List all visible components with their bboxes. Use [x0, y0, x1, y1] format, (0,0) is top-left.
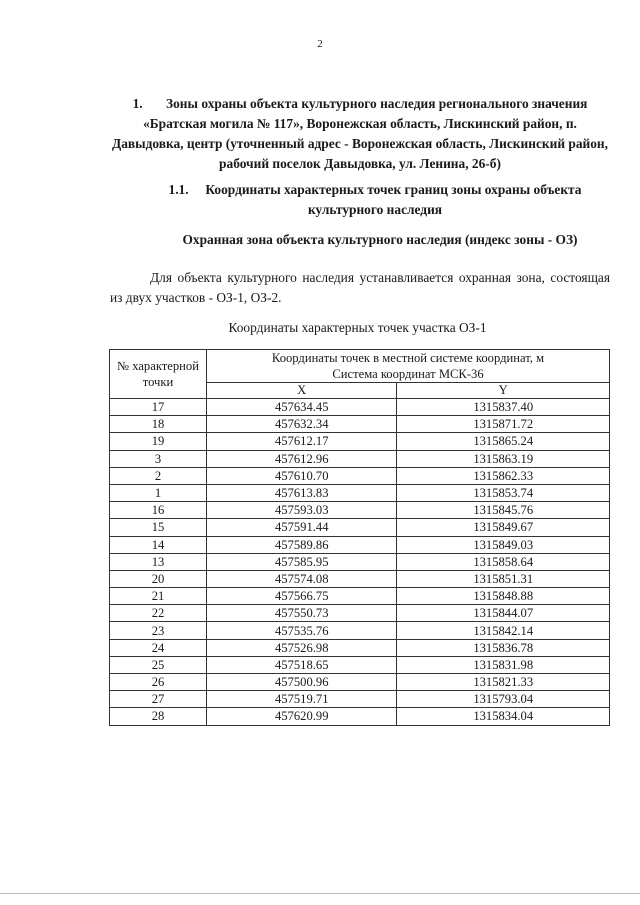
y-coordinate-cell: 1315849.03	[397, 536, 610, 553]
y-coordinate-cell: 1315865.24	[397, 433, 610, 450]
table-row	[110, 674, 610, 691]
point-number-cell: 14	[110, 536, 207, 553]
y-coordinate-cell: 1315837.40	[397, 399, 610, 416]
point-number-cell: 22	[110, 605, 207, 622]
point-number-cell: 23	[110, 622, 207, 639]
section-number: 1.	[132, 96, 143, 111]
x-coordinate-cell: 457634.45	[207, 399, 397, 416]
table-row	[110, 553, 610, 570]
table-row	[110, 433, 610, 450]
point-number-cell: 15	[110, 519, 207, 536]
x-coordinate-cell: 457550.73	[207, 605, 397, 622]
point-number-cell: 21	[110, 588, 207, 605]
point-number-cell: 18	[110, 416, 207, 433]
body-paragraph: Для объекта культурного наследия устанавливается охранная зона, состоящая из двух участков - ОЗ-1, ОЗ-2.	[110, 270, 610, 305]
table-row	[110, 519, 610, 536]
point-number-cell: 24	[110, 639, 207, 656]
subsection-title: Координаты характерных точек границ зоны охраны объекта культурного наследия	[205, 182, 582, 217]
page-number: 2	[317, 38, 323, 50]
table-row	[110, 502, 610, 519]
coordinates-header	[207, 350, 610, 383]
y-coordinate-cell: 1315848.88	[397, 588, 610, 605]
zone-heading: Охранная зона объекта культурного наследия (индекс зоны - ОЗ)	[182, 232, 578, 247]
table-row	[110, 708, 610, 725]
table-row	[110, 416, 610, 433]
section-heading-1	[110, 94, 610, 174]
y-coordinate-cell: 1315845.76	[397, 502, 610, 519]
y-coordinate-cell: 1315793.04	[397, 691, 610, 708]
subsection-heading	[140, 180, 610, 220]
table-row	[110, 622, 610, 639]
x-coordinate-cell: 457535.76	[207, 622, 397, 639]
point-number-cell: 25	[110, 656, 207, 673]
table-row	[110, 656, 610, 673]
y-header: Y	[397, 383, 610, 399]
y-coordinate-cell: 1315853.74	[397, 484, 610, 501]
y-coordinate-cell: 1315851.31	[397, 570, 610, 587]
x-coordinate-cell: 457612.96	[207, 450, 397, 467]
x-coordinate-cell: 457500.96	[207, 674, 397, 691]
section-title: Зоны охраны объекта культурного наследия регионального значения «Братская могила № 117», Воронежская область, Лискинский район, п. Давыдовка, центр (уточненный адрес - Воронежская область, Лискинский район, рабочий поселок Давыдовка, ул. Ленина, 26-б)	[112, 96, 608, 171]
x-coordinate-cell: 457518.65	[207, 656, 397, 673]
table-row	[110, 588, 610, 605]
x-coordinate-cell: 457519.71	[207, 691, 397, 708]
y-coordinate-cell: 1315842.14	[397, 622, 610, 639]
point-number-cell: 2	[110, 467, 207, 484]
coordinates-header-line2: Система координат МСК-36	[332, 367, 484, 381]
point-number-cell: 27	[110, 691, 207, 708]
x-coordinate-cell: 457610.70	[207, 467, 397, 484]
table-row	[110, 484, 610, 501]
y-coordinate-cell: 1315831.98	[397, 656, 610, 673]
table-row	[110, 467, 610, 484]
table-row	[110, 691, 610, 708]
coordinates-header-line1: Координаты точек в местной системе координат, м	[271, 351, 545, 365]
point-number-cell: 17	[110, 399, 207, 416]
subsection-number: 1.1.	[168, 182, 189, 197]
y-coordinate-cell: 1315849.67	[397, 519, 610, 536]
table-row	[110, 570, 610, 587]
x-coordinate-cell: 457526.98	[207, 639, 397, 656]
point-number-cell: 16	[110, 502, 207, 519]
x-coordinate-cell: 457612.17	[207, 433, 397, 450]
table-row	[110, 450, 610, 467]
x-coordinate-cell: 457585.95	[207, 553, 397, 570]
point-number-header: № характерной точки	[110, 350, 207, 399]
x-coordinate-cell: 457632.34	[207, 416, 397, 433]
y-coordinate-cell: 1315821.33	[397, 674, 610, 691]
table-row	[110, 605, 610, 622]
coordinates-table	[109, 349, 610, 726]
x-coordinate-cell: 457574.08	[207, 570, 397, 587]
point-number-cell: 13	[110, 553, 207, 570]
point-number-cell: 20	[110, 570, 207, 587]
point-number-cell: 19	[110, 433, 207, 450]
y-coordinate-cell: 1315871.72	[397, 416, 610, 433]
x-coordinate-cell: 457620.99	[207, 708, 397, 725]
x-coordinate-cell: 457591.44	[207, 519, 397, 536]
x-coordinate-cell: 457593.03	[207, 502, 397, 519]
y-coordinate-cell: 1315863.19	[397, 450, 610, 467]
point-number-cell: 26	[110, 674, 207, 691]
x-header: X	[207, 383, 397, 399]
y-coordinate-cell: 1315836.78	[397, 639, 610, 656]
x-coordinate-cell: 457566.75	[207, 588, 397, 605]
table-caption: Координаты характерных точек участка ОЗ-1	[228, 320, 487, 335]
y-coordinate-cell: 1315858.64	[397, 553, 610, 570]
y-coordinate-cell: 1315834.04	[397, 708, 610, 725]
table-row	[110, 536, 610, 553]
x-coordinate-cell: 457613.83	[207, 484, 397, 501]
y-coordinate-cell: 1315844.07	[397, 605, 610, 622]
page-bottom-rule	[0, 893, 640, 894]
x-coordinate-cell: 457589.86	[207, 536, 397, 553]
table-row	[110, 639, 610, 656]
y-coordinate-cell: 1315862.33	[397, 467, 610, 484]
table-row	[110, 399, 610, 416]
point-number-cell: 1	[110, 484, 207, 501]
point-number-cell: 3	[110, 450, 207, 467]
point-number-cell: 28	[110, 708, 207, 725]
